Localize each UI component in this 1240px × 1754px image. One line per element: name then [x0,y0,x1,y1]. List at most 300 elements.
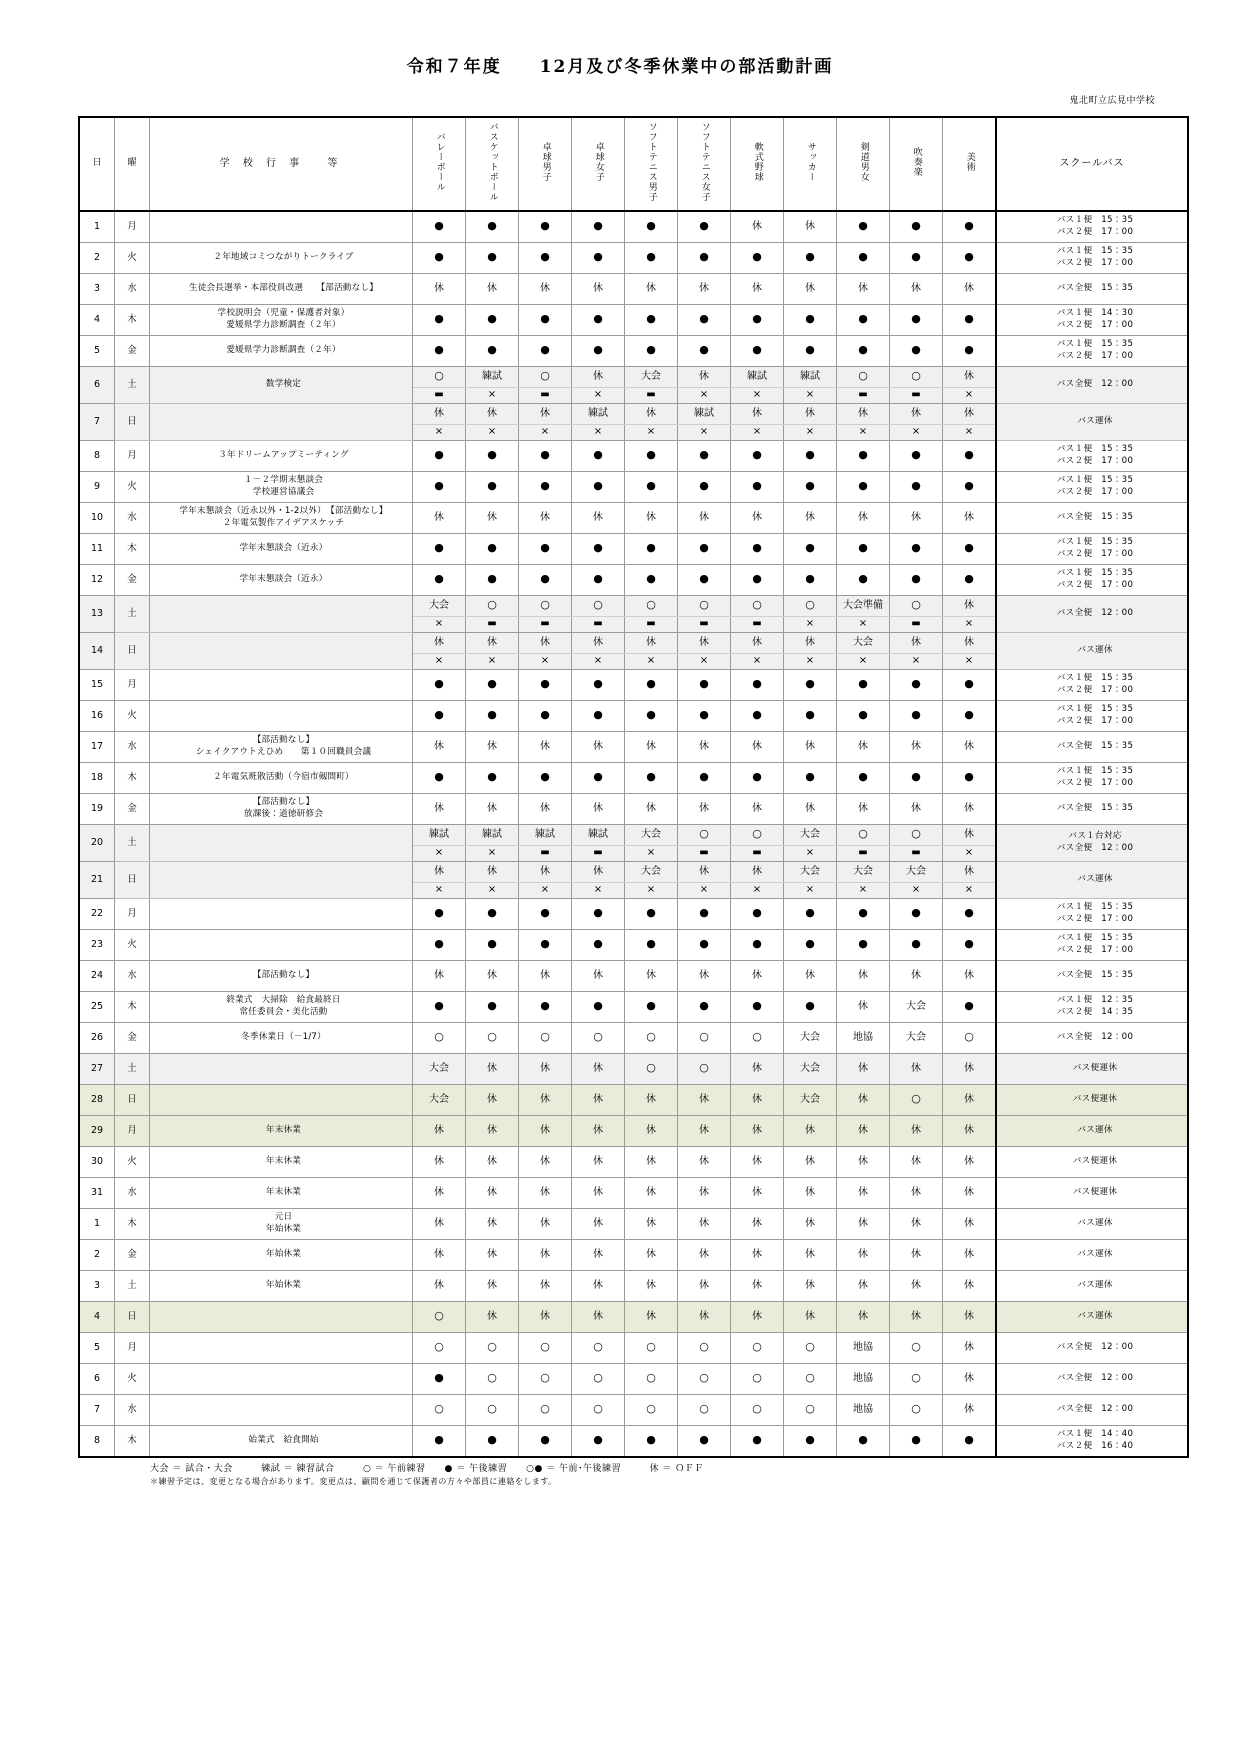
cell-club-activity: 休 [572,1209,625,1240]
cell-club-activity: ● [519,670,572,701]
cell-club-activity: ● [625,1426,678,1458]
cell-club-activity: ● [837,763,890,794]
cell-club-activity: ● [625,336,678,367]
cell-club-activity: ○ [413,367,466,388]
cell-club-activity: 休 [625,1271,678,1302]
cell-club-activity: 休 [890,1054,943,1085]
cell-club-activity: ● [890,211,943,243]
legend-line-2: ＊練習予定は、変更となる場合があります。変更点は、顧問を通じて保護者の方々や部員に連絡をします。 [150,1477,557,1487]
table-row [79,596,1188,617]
cell-club-activity: 地協 [837,1023,890,1054]
cell-club-activity: 休 [890,961,943,992]
cell-club-activity: 休 [678,503,731,534]
cell-club-activity-pm: ▬ [678,617,731,633]
cell-club-activity: ● [943,243,997,274]
cell-club-activity-pm: ▬ [625,388,678,404]
cell-club-activity-pm: × [943,388,997,404]
table-row [79,899,1188,930]
cell-club-activity-pm: × [466,388,519,404]
cell-club-activity: ● [625,305,678,336]
cell-event: 年末休業 [150,1116,413,1147]
cell-club-activity: 大会 [890,992,943,1023]
cell-event [150,211,413,243]
cell-club-activity: ● [678,441,731,472]
cell-club-activity: ● [466,336,519,367]
cell-club-activity: 練試 [519,825,572,846]
cell-day: 24 [79,961,115,992]
cell-club-activity: ● [519,472,572,503]
cell-day: 21 [79,862,115,899]
cell-club-activity: ○ [731,1023,784,1054]
cell-club-activity: 休 [837,732,890,763]
cell-club-activity: 休 [837,1240,890,1271]
cell-club-activity: ● [943,336,997,367]
cell-club-activity: 休 [784,1302,837,1333]
cell-club-activity: 休 [784,1147,837,1178]
cell-dow: 月 [115,441,150,472]
cell-club-activity: 休 [837,274,890,305]
cell-club-activity: ○ [466,1023,519,1054]
header-club-volleyball: バレーボール [413,117,466,211]
cell-club-activity: ● [572,305,625,336]
cell-event [150,1364,413,1395]
cell-club-activity: ● [413,534,466,565]
cell-club-activity: ● [784,305,837,336]
cell-club-activity-pm: ▬ [890,617,943,633]
cell-club-activity: ● [731,701,784,732]
cell-event [150,1302,413,1333]
table-row [79,441,1188,472]
cell-club-activity: ○ [625,1054,678,1085]
cell-club-activity-pm: × [837,617,890,633]
cell-club-activity: 休 [731,1209,784,1240]
cell-day: 7 [79,404,115,441]
cell-club-activity: 休 [413,1116,466,1147]
cell-club-activity: 大会 [784,1023,837,1054]
cell-club-activity: ● [890,441,943,472]
cell-club-activity-pm: × [519,654,572,670]
header-school-bus: スクールバス [996,117,1188,211]
cell-club-activity: 大会 [625,825,678,846]
cell-club-activity: 休 [731,961,784,992]
cell-club-activity: ○ [890,1364,943,1395]
cell-club-activity: ● [625,763,678,794]
schedule-table-wrap [0,106,1240,1458]
cell-club-activity-pm: × [466,425,519,441]
cell-dow: 水 [115,274,150,305]
cell-club-activity: 休 [731,1178,784,1209]
cell-club-activity: 休 [731,1302,784,1333]
cell-club-activity: ○ [890,1085,943,1116]
cell-event [150,899,413,930]
table-row [79,1147,1188,1178]
cell-club-activity: 休 [837,794,890,825]
cell-club-activity: 休 [413,1178,466,1209]
cell-club-activity: 休 [678,367,731,388]
cell-school-bus: バス１便 15：35 バス２便 17：00 [996,336,1188,367]
cell-club-activity: ○ [466,1333,519,1364]
cell-club-activity: 休 [784,503,837,534]
cell-event [150,930,413,961]
cell-club-activity: 休 [943,1054,997,1085]
cell-club-activity: ○ [625,1395,678,1426]
table-row [79,1333,1188,1364]
cell-club-activity-pm: ▬ [731,617,784,633]
cell-day: 8 [79,441,115,472]
table-row [79,670,1188,701]
cell-club-activity-pm: ▬ [572,846,625,862]
cell-club-activity: ○ [519,1395,572,1426]
cell-club-activity: ○ [625,1333,678,1364]
cell-club-activity: 休 [943,1302,997,1333]
cell-club-activity: 休 [519,1085,572,1116]
cell-club-activity: ● [784,336,837,367]
cell-dow: 月 [115,670,150,701]
cell-club-activity: 練試 [466,367,519,388]
cell-event: ２年地域コミつながりトークライブ [150,243,413,274]
cell-club-activity: 休 [625,633,678,654]
cell-club-activity: 休 [837,1271,890,1302]
header-row [79,117,1188,211]
cell-club-activity-pm: × [678,388,731,404]
cell-event [150,825,413,862]
cell-club-activity: 休 [837,1116,890,1147]
cell-event: 愛媛県学力診断調査（２年） [150,336,413,367]
cell-club-activity: ● [731,763,784,794]
cell-club-activity: ○ [890,1395,943,1426]
cell-day: 25 [79,992,115,1023]
cell-club-activity: ● [837,899,890,930]
table-row [79,763,1188,794]
cell-club-activity: 休 [731,633,784,654]
cell-club-activity: ● [466,565,519,596]
cell-club-activity: 休 [784,732,837,763]
cell-club-activity-pm: × [413,883,466,899]
cell-school-bus: バス運休 [996,633,1188,670]
table-header [79,117,1188,211]
cell-club-activity: ● [413,701,466,732]
cell-club-activity-pm: × [625,425,678,441]
cell-club-activity: ● [731,472,784,503]
cell-club-activity: 休 [837,1085,890,1116]
cell-club-activity: ● [784,441,837,472]
cell-club-activity: 休 [943,1209,997,1240]
cell-school-bus: バス１便 14：40 バス２便 16：40 [996,1426,1188,1458]
cell-club-activity: ○ [466,1395,519,1426]
cell-club-activity: ● [731,336,784,367]
table-row [79,1116,1188,1147]
cell-club-activity: ○ [625,596,678,617]
cell-club-activity: ● [678,763,731,794]
cell-school-bus: バス運休 [996,1302,1188,1333]
cell-club-activity: 休 [943,1147,997,1178]
cell-day: 8 [79,1426,115,1458]
cell-club-activity: ● [519,930,572,961]
cell-dow: 月 [115,211,150,243]
cell-event [150,1333,413,1364]
cell-club-activity: 休 [572,1302,625,1333]
cell-club-activity: 休 [572,1147,625,1178]
cell-club-activity: ● [784,670,837,701]
cell-club-activity: 休 [466,1209,519,1240]
header-club-kendo: 剣道男女 [837,117,890,211]
cell-club-activity: 休 [837,404,890,425]
cell-club-activity: ● [784,992,837,1023]
cell-club-activity: 大会 [837,862,890,883]
cell-school-bus: バス１台対応 バス全便 12：00 [996,825,1188,862]
cell-club-activity: 休 [519,1240,572,1271]
cell-club-activity: 休 [466,274,519,305]
cell-club-activity-pm: × [943,617,997,633]
cell-club-activity: 休 [678,732,731,763]
cell-dow: 火 [115,1147,150,1178]
cell-club-activity: 休 [784,211,837,243]
cell-club-activity-pm: × [890,425,943,441]
cell-club-activity: ● [572,565,625,596]
cell-club-activity: 休 [890,633,943,654]
cell-club-activity: 休 [519,1116,572,1147]
cell-club-activity: ● [519,701,572,732]
cell-club-activity: ● [784,1426,837,1458]
cell-club-activity: 休 [413,404,466,425]
cell-club-activity: ● [413,243,466,274]
cell-club-activity: 休 [890,1271,943,1302]
cell-club-activity-pm: × [784,846,837,862]
cell-club-activity-pm: × [837,654,890,670]
cell-club-activity: 休 [837,1302,890,1333]
cell-dow: 木 [115,1209,150,1240]
cell-dow: 木 [115,1426,150,1458]
table-row [79,1054,1188,1085]
cell-club-activity: ● [572,1426,625,1458]
cell-school-bus: バス運休 [996,1271,1188,1302]
cell-club-activity-pm: × [466,846,519,862]
cell-club-activity: ● [678,243,731,274]
cell-club-activity-pm: × [572,425,625,441]
cell-club-activity: ● [413,1426,466,1458]
cell-school-bus: バス１便 15：35 バス２便 17：00 [996,763,1188,794]
cell-club-activity-pm: × [678,883,731,899]
cell-club-activity-pm: × [784,617,837,633]
cell-club-activity: 休 [731,1271,784,1302]
cell-club-activity: 休 [413,1147,466,1178]
cell-club-activity: 休 [943,961,997,992]
cell-event [150,596,413,633]
table-row [79,1364,1188,1395]
cell-day: 1 [79,1209,115,1240]
cell-club-activity: ● [837,472,890,503]
cell-club-activity: ● [413,441,466,472]
cell-club-activity: ● [678,565,731,596]
cell-club-activity: ● [572,899,625,930]
cell-club-activity: 休 [678,1178,731,1209]
header-club-softtennis-boys: ソフトテニス男子 [625,117,678,211]
cell-club-activity: 大会 [625,367,678,388]
cell-dow: 水 [115,1395,150,1426]
cell-club-activity-pm: × [572,883,625,899]
cell-club-activity: ○ [890,596,943,617]
cell-school-bus: バス全便 12：00 [996,367,1188,404]
cell-club-activity-pm: × [625,883,678,899]
cell-club-activity: ● [625,565,678,596]
cell-club-activity: 休 [466,1302,519,1333]
table-row [79,367,1188,388]
cell-club-activity: 休 [678,1240,731,1271]
cell-club-activity: ● [413,305,466,336]
cell-club-activity: ○ [731,1333,784,1364]
cell-club-activity: 休 [784,961,837,992]
cell-club-activity: ● [519,243,572,274]
cell-club-activity: 休 [519,1271,572,1302]
cell-club-activity: ○ [625,1364,678,1395]
cell-school-bus: バス全便 15：35 [996,503,1188,534]
cell-event: ２年電気班散活動（今宿市剱間町） [150,763,413,794]
cell-club-activity: 休 [466,794,519,825]
cell-day: 6 [79,367,115,404]
cell-club-activity: ○ [413,1023,466,1054]
cell-club-activity-pm: ▬ [519,846,572,862]
cell-club-activity: 休 [572,862,625,883]
cell-club-activity: 休 [731,1054,784,1085]
cell-club-activity: ● [890,243,943,274]
cell-club-activity: 休 [731,503,784,534]
cell-club-activity-pm: × [784,425,837,441]
cell-club-activity: 休 [572,274,625,305]
cell-club-activity: ● [572,472,625,503]
cell-club-activity: 練試 [678,404,731,425]
cell-event: 学年末懇談会（近永） [150,565,413,596]
cell-club-activity: 休 [413,732,466,763]
cell-club-activity: ● [466,211,519,243]
header-club-basketball: バスケットボール [466,117,519,211]
cell-club-activity-pm: × [890,654,943,670]
cell-club-activity: 休 [731,274,784,305]
cell-club-activity-pm: × [837,883,890,899]
cell-club-activity: 休 [943,274,997,305]
cell-club-activity-pm: × [731,654,784,670]
cell-club-activity: 休 [625,1209,678,1240]
cell-club-activity: ● [678,336,731,367]
cell-club-activity: 休 [943,825,997,846]
cell-club-activity: 練試 [413,825,466,846]
cell-club-activity: 大会 [625,862,678,883]
cell-club-activity: 休 [625,794,678,825]
cell-club-activity: 休 [837,961,890,992]
cell-club-activity: 休 [837,1178,890,1209]
cell-club-activity: ○ [837,367,890,388]
cell-event: 年始休業 [150,1240,413,1271]
cell-event: 【部活動なし】 シェイクアウトえひめ 第１０回職員会議 [150,732,413,763]
cell-event: 年始休業 [150,1271,413,1302]
cell-club-activity: ○ [731,1395,784,1426]
cell-day: 30 [79,1147,115,1178]
cell-club-activity: 休 [519,633,572,654]
cell-club-activity: 大会 [413,1085,466,1116]
cell-dow: 金 [115,1023,150,1054]
cell-club-activity: ● [731,670,784,701]
cell-day: 19 [79,794,115,825]
cell-club-activity: 休 [943,1333,997,1364]
cell-club-activity: ● [890,930,943,961]
cell-event: 始業式 給食開始 [150,1426,413,1458]
cell-club-activity: 休 [943,1395,997,1426]
cell-club-activity: 休 [678,1302,731,1333]
cell-club-activity: ● [678,305,731,336]
cell-club-activity: 休 [519,794,572,825]
cell-day: 2 [79,243,115,274]
table-row [79,862,1188,883]
cell-club-activity: ● [837,670,890,701]
cell-club-activity: 休 [890,274,943,305]
cell-event: 冬季休業日（－1/7） [150,1023,413,1054]
cell-club-activity: ● [678,992,731,1023]
cell-club-activity: 休 [519,1302,572,1333]
cell-event: 終業式 大掃除 給食最終日 常任委員会・美化活動 [150,992,413,1023]
cell-club-activity: 休 [731,1240,784,1271]
cell-school-bus: バス１便 15：35 バス２便 17：00 [996,243,1188,274]
cell-club-activity: 休 [837,1147,890,1178]
cell-club-activity: 休 [890,732,943,763]
cell-club-activity: 休 [943,1116,997,1147]
cell-club-activity: ● [731,243,784,274]
cell-club-activity: 休 [943,1085,997,1116]
cell-club-activity-pm: ▬ [519,388,572,404]
cell-club-activity: ● [890,534,943,565]
header-day: 日 [79,117,115,211]
cell-club-activity: 休 [731,732,784,763]
cell-club-activity: ● [413,565,466,596]
cell-club-activity: 休 [890,1302,943,1333]
cell-club-activity: ● [943,763,997,794]
cell-club-activity: ○ [519,367,572,388]
cell-club-activity: 休 [466,633,519,654]
cell-dow: 月 [115,1333,150,1364]
cell-event: 数学検定 [150,367,413,404]
cell-club-activity: 休 [466,1116,519,1147]
cell-club-activity: ● [943,1426,997,1458]
cell-club-activity: 休 [413,794,466,825]
cell-club-activity: ○ [890,1333,943,1364]
cell-school-bus: バス便運休 [996,1147,1188,1178]
header-club-tabletennis-girls: 卓球女子 [572,117,625,211]
cell-event: 年末休業 [150,1147,413,1178]
cell-event: 学年末懇談会（近永以外・1-2以外） 【部活動なし】 ２年電気製作アイデアスケッチ [150,503,413,534]
cell-club-activity: 休 [413,1271,466,1302]
cell-day: 3 [79,1271,115,1302]
cell-club-activity: ● [519,992,572,1023]
cell-club-activity: 休 [678,1085,731,1116]
cell-club-activity: 休 [519,404,572,425]
cell-day: 31 [79,1178,115,1209]
cell-club-activity: 休 [784,404,837,425]
cell-club-activity: 大会 [837,633,890,654]
cell-school-bus: バス運休 [996,1209,1188,1240]
cell-dow: 水 [115,1178,150,1209]
cell-dow: 火 [115,930,150,961]
cell-club-activity: 休 [519,732,572,763]
cell-club-activity: ● [943,701,997,732]
header-club-baseball: 軟式野球 [731,117,784,211]
cell-club-activity: 休 [678,633,731,654]
cell-club-activity: ● [943,930,997,961]
cell-club-activity-pm: ▬ [890,388,943,404]
cell-club-activity: ● [890,565,943,596]
cell-club-activity: ● [943,211,997,243]
cell-club-activity: 休 [625,1116,678,1147]
cell-club-activity: ● [413,336,466,367]
cell-club-activity: ○ [466,596,519,617]
cell-club-activity-pm: × [413,846,466,862]
